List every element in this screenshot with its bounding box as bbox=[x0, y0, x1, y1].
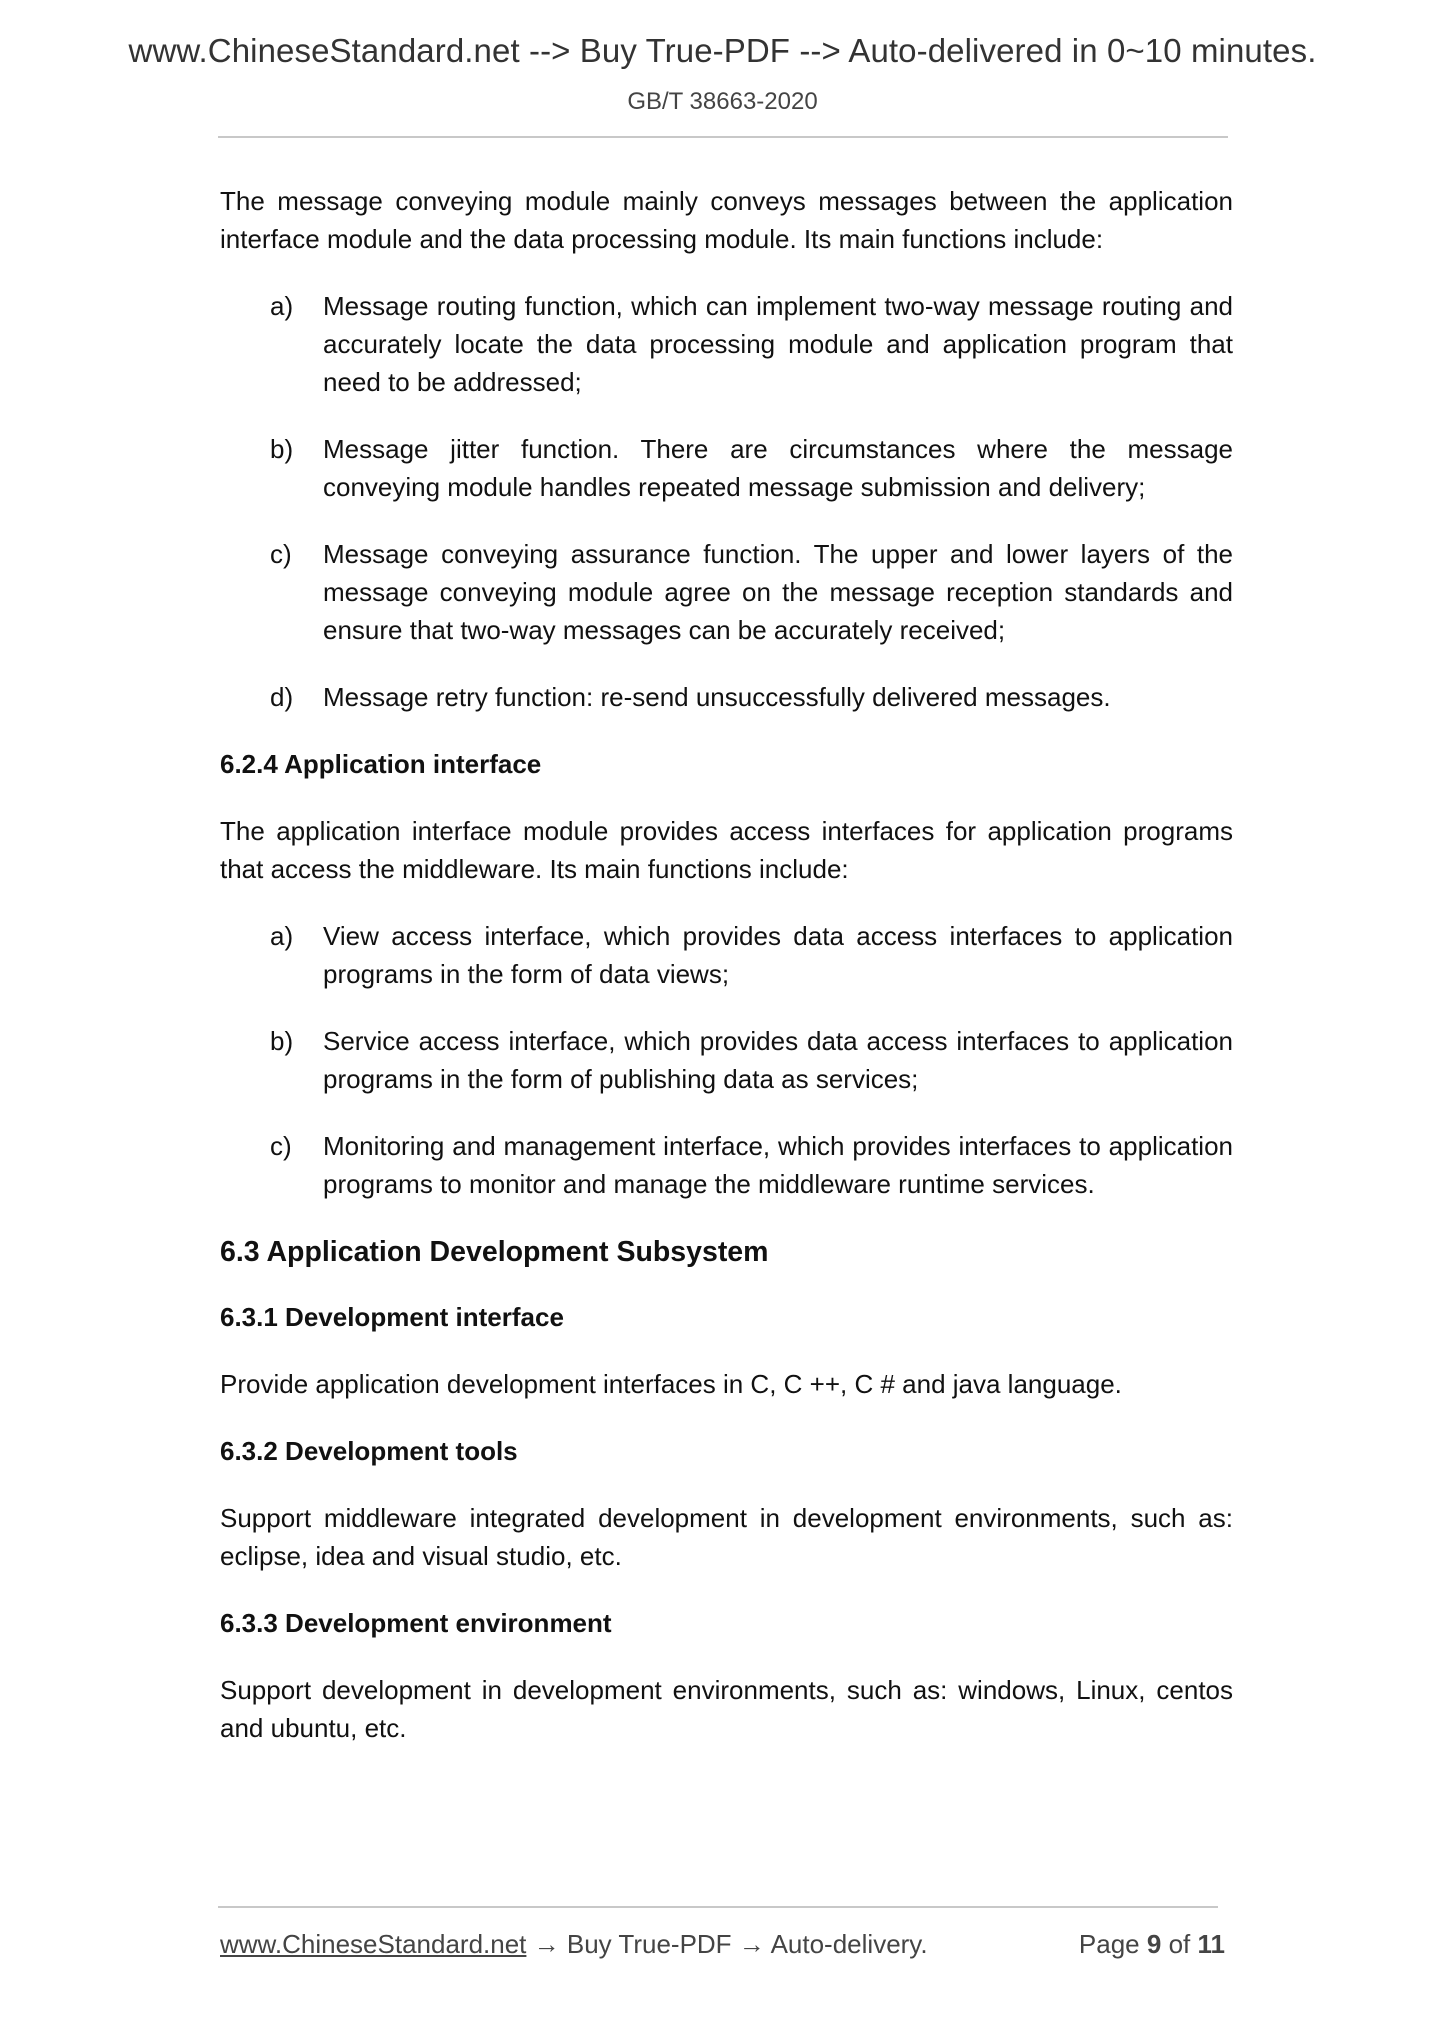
list-marker: d) bbox=[270, 682, 294, 712]
section-heading-6-2-4: 6.2.4 Application interface bbox=[220, 749, 542, 779]
header-banner: www.ChineseStandard.net --> Buy True-PDF --> Auto-delivered in 0~10 minutes. bbox=[128, 32, 1317, 69]
list-item-text: Message conveying assurance function. The upper and lower layers of the message conveying module agree on the message reception standards and ensure that two-way messages can be accurately received; bbox=[323, 539, 1233, 645]
list-item-text: Message retry function: re-send unsuccessfully delivered messages. bbox=[323, 682, 1111, 712]
footer-divider bbox=[218, 1906, 1218, 1908]
page-content bbox=[220, 182, 1233, 1776]
footer-site-link[interactable]: www.ChineseStandard.net bbox=[220, 1929, 527, 1959]
list-item-text: Service access interface, which provides data access interfaces to application programs in the form of publishing data as services; bbox=[323, 1026, 1233, 1094]
document-code: GB/T 38663-2020 bbox=[627, 88, 818, 115]
footer-left bbox=[220, 1925, 928, 1963]
page-of: of bbox=[1168, 1929, 1191, 1959]
list-item bbox=[220, 535, 1233, 649]
development-interface-text: Provide application development interfaces in C, C ++, C # and java language. bbox=[220, 1369, 1122, 1399]
list-marker: a) bbox=[270, 291, 294, 321]
page-label: Page bbox=[1078, 1929, 1140, 1959]
list-marker: c) bbox=[270, 539, 292, 569]
header-divider bbox=[218, 136, 1228, 138]
development-tools-text: Support middleware integrated development in development environments, such as: eclipse, idea and visual studio, etc. bbox=[220, 1503, 1233, 1571]
list-marker: b) bbox=[270, 1026, 294, 1056]
list-item-text: Monitoring and management interface, which provides interfaces to application programs to monitor and manage the middleware runtime services. bbox=[323, 1131, 1233, 1199]
list-item-text: Message jitter function. There are circumstances where the message conveying module handles repeated message submission and delivery; bbox=[323, 434, 1233, 502]
list-item-text: View access interface, which provides data access interfaces to application programs in the form of data views; bbox=[323, 921, 1233, 989]
list-item bbox=[220, 1127, 1233, 1203]
list-marker: b) bbox=[270, 434, 294, 464]
list-item bbox=[220, 917, 1233, 993]
page-current: 9 bbox=[1146, 1929, 1162, 1959]
list-item bbox=[220, 678, 1233, 716]
conveying-intro: The message conveying module mainly conveys messages between the application interface module and the data processing module. Its main functions include: bbox=[220, 186, 1233, 254]
development-environment-text: Support development in development environments, such as: windows, Linux, centos and ubuntu, etc. bbox=[220, 1675, 1233, 1743]
conveying-functions-list bbox=[220, 287, 1233, 716]
list-item bbox=[220, 1022, 1233, 1098]
interface-functions-list bbox=[220, 917, 1233, 1203]
footer-tagline: → Buy True-PDF → Auto-delivery. bbox=[526, 1929, 928, 1959]
list-item bbox=[220, 430, 1233, 506]
section-heading-6-3-2: 6.3.2 Development tools bbox=[220, 1436, 518, 1466]
section-heading-6-3-1: 6.3.1 Development interface bbox=[220, 1302, 564, 1332]
page-number bbox=[1079, 1925, 1225, 1963]
section-heading-6-3: 6.3 Application Development Subsystem bbox=[220, 1236, 769, 1268]
list-marker: c) bbox=[270, 1131, 292, 1161]
section-heading-6-3-3: 6.3.3 Development environment bbox=[220, 1608, 612, 1638]
list-item bbox=[220, 287, 1233, 401]
list-marker: a) bbox=[270, 921, 294, 951]
page-total: 11 bbox=[1197, 1929, 1225, 1959]
list-item-text: Message routing function, which can implement two-way message routing and accurately locate the data processing module and application program that need to be addressed; bbox=[323, 291, 1233, 397]
application-interface-intro: The application interface module provides access interfaces for application programs that access the middleware. Its main functions include: bbox=[220, 816, 1233, 884]
